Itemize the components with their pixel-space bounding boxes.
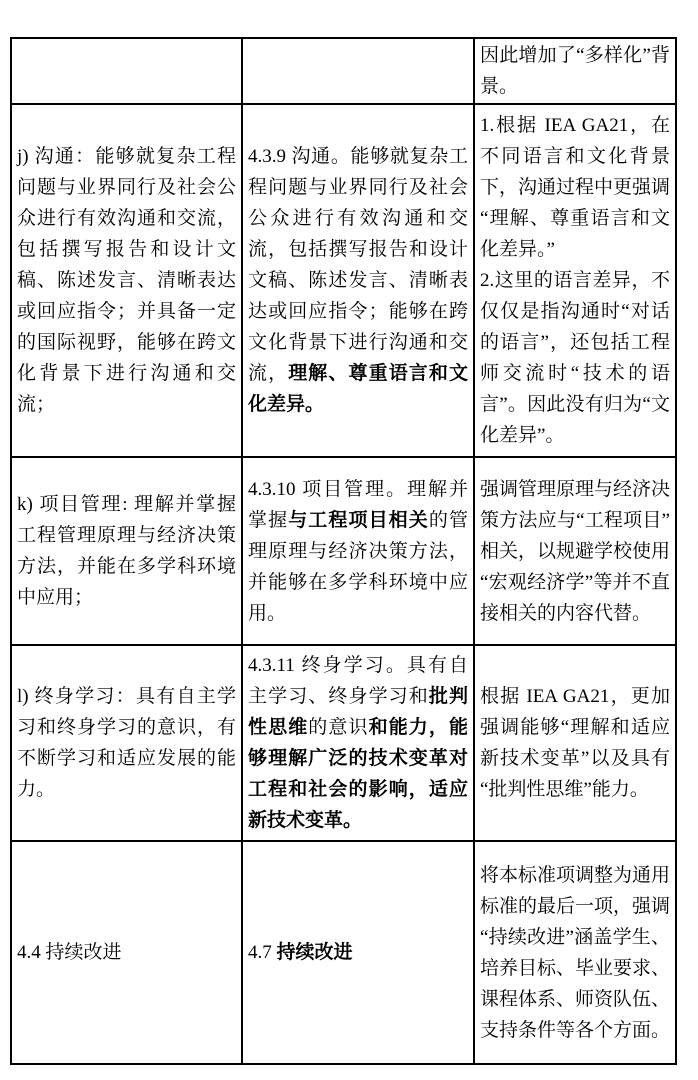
table-cell: [243, 458, 475, 646]
text-run: j) 沟通：能够就复杂工程问题与业界同行及社会公众进行有效沟通和交流，包括撰写报告和设计文稿、陈述发言、清晰表达或回应指令；并具备一定的国际视野，能够在跨文化背景下进行沟通和交流；: [17, 146, 236, 415]
table-cell: [12, 105, 243, 458]
table-cell: [12, 458, 243, 646]
paragraph: [480, 474, 670, 629]
text-run: 将本标准项调整为通用标准的最后一项，强调“持续改进”涵盖学生、培养目标、毕业要求、课程体系、师资队伍、支持条件等各个方面。: [480, 864, 671, 1041]
table-cell: [12, 646, 243, 842]
paragraph: [248, 650, 468, 836]
text-run: 根据 IEA GA21，更加强调能够“理解和适应新技术变革”以及具有“批判性思维”能力。: [480, 686, 670, 800]
table-cell: [12, 39, 243, 105]
table-cell: [475, 458, 677, 646]
table-cell: [243, 646, 475, 842]
text-run: 4.7: [248, 942, 277, 963]
text-run: 4.3.11 终身学习。具有自主学习、终身学习和: [248, 655, 468, 707]
table-cell: [243, 105, 475, 458]
text-run: k) 项目管理: 理解并掌握工程管理原理与经济决策方法，并能在多学科环境中应用；: [17, 494, 236, 608]
text-run: 4.3.10 项目管理。理解并掌握: [248, 478, 468, 531]
text-run: 的管理原理与经济决策方法，并能够在多学科环境中应用。: [248, 509, 468, 624]
text-run: 因此增加了“多样化”背景。: [480, 45, 670, 97]
comparison-table: [10, 37, 677, 1065]
paragraph: [17, 489, 236, 613]
text-run: 强调管理原理与经济决策方法应与“工程项目”相关，以规避学校使用“宏观经济学”等并不直接相关的内容代替。: [480, 478, 671, 624]
text-run: 4.3.9 沟通。能够就复杂工程问题与业界同行及社会公众进行有效沟通和交流，包括撰写报告和设计文稿、陈述发言、清晰表达或回应指令；能够在跨文化背景下进行沟通和交流，: [248, 146, 468, 384]
table-cell: [475, 105, 677, 458]
table-cell: [475, 842, 677, 1065]
paragraph: [248, 937, 468, 968]
text-run: 的意识: [308, 717, 369, 738]
paragraph: [480, 110, 670, 265]
paragraph: [17, 937, 236, 968]
paragraph: [480, 40, 670, 102]
bold-text-run: 和能力，能够理解广泛的技术变革对工程和社会的影响，适应新技术变革。: [248, 717, 468, 831]
text-run: 1.根据 IEA GA21，在不同语言和文化背景下，沟通过程中更强调“理解、尊重语言和文化差异。”: [480, 115, 671, 260]
bold-text-run: 批判性思维: [248, 686, 468, 738]
paragraph: [480, 265, 670, 451]
paragraph: [248, 141, 468, 420]
text-run: 4.4 持续改进: [17, 942, 122, 963]
bold-text-run: 持续改进: [276, 942, 353, 963]
text-run: 2.这里的语言差异，不仅仅是指沟通时“对话的语言”，还包括工程师交流时“技术的语言”。因此没有归为“文化差异”。: [480, 270, 670, 446]
paragraph: [17, 681, 236, 805]
paragraph: [480, 860, 670, 1046]
paragraph: [248, 474, 468, 629]
table-cell: [12, 842, 243, 1065]
table-cell: [243, 842, 475, 1065]
bold-text-run: 理解、尊重语言和文化差异。: [248, 363, 468, 415]
paragraph: [17, 141, 236, 420]
paragraph: [480, 681, 670, 805]
table-cell: [243, 39, 475, 105]
table-cell: [475, 646, 677, 842]
table-cell: [475, 39, 677, 105]
bold-text-run: 与工程项目相关: [288, 509, 429, 531]
text-run: l) 终身学习：具有自主学习和终身学习的意识，有不断学习和适应发展的能力。: [17, 686, 236, 800]
